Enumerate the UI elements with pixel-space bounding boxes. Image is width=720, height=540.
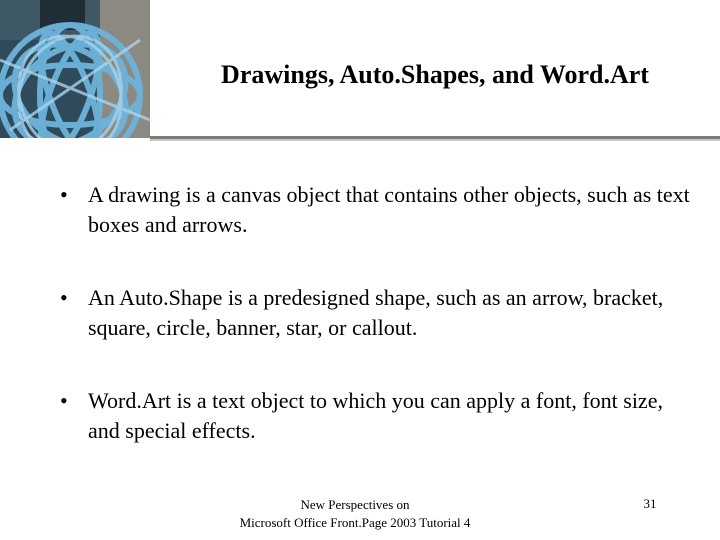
bullet-marker: • [60,285,68,310]
bullet-text: A drawing is a canvas object that contains other objects, such as text boxes and arrows. [88,182,690,237]
footer-line-1: New Perspectives on [300,497,410,512]
bullet-text: An Auto.Shape is a predesigned shape, such as an arrow, bracket, square, circle, banner, star, or callout. [88,285,664,340]
bullet-list [60,180,700,489]
page-number: 31 [643,496,657,511]
bullet-marker: • [60,182,68,207]
bullet-item [60,386,700,446]
globe-sculpture-image [0,0,150,138]
slide-footer [200,496,510,532]
header-image [0,0,150,138]
footer-line-2: Microsoft Office Front.Page 2003 Tutorial 4 [239,515,471,530]
bullet-text: Word.Art is a text object to which you can apply a font, font size, and special effects. [88,388,663,443]
bullet-item [60,180,700,240]
title-divider-shadow [150,139,720,141]
slide-title: Drawings, Auto.Shapes, and Word.Art [221,60,649,89]
bullet-marker: • [60,388,68,413]
bullet-item [60,283,700,343]
